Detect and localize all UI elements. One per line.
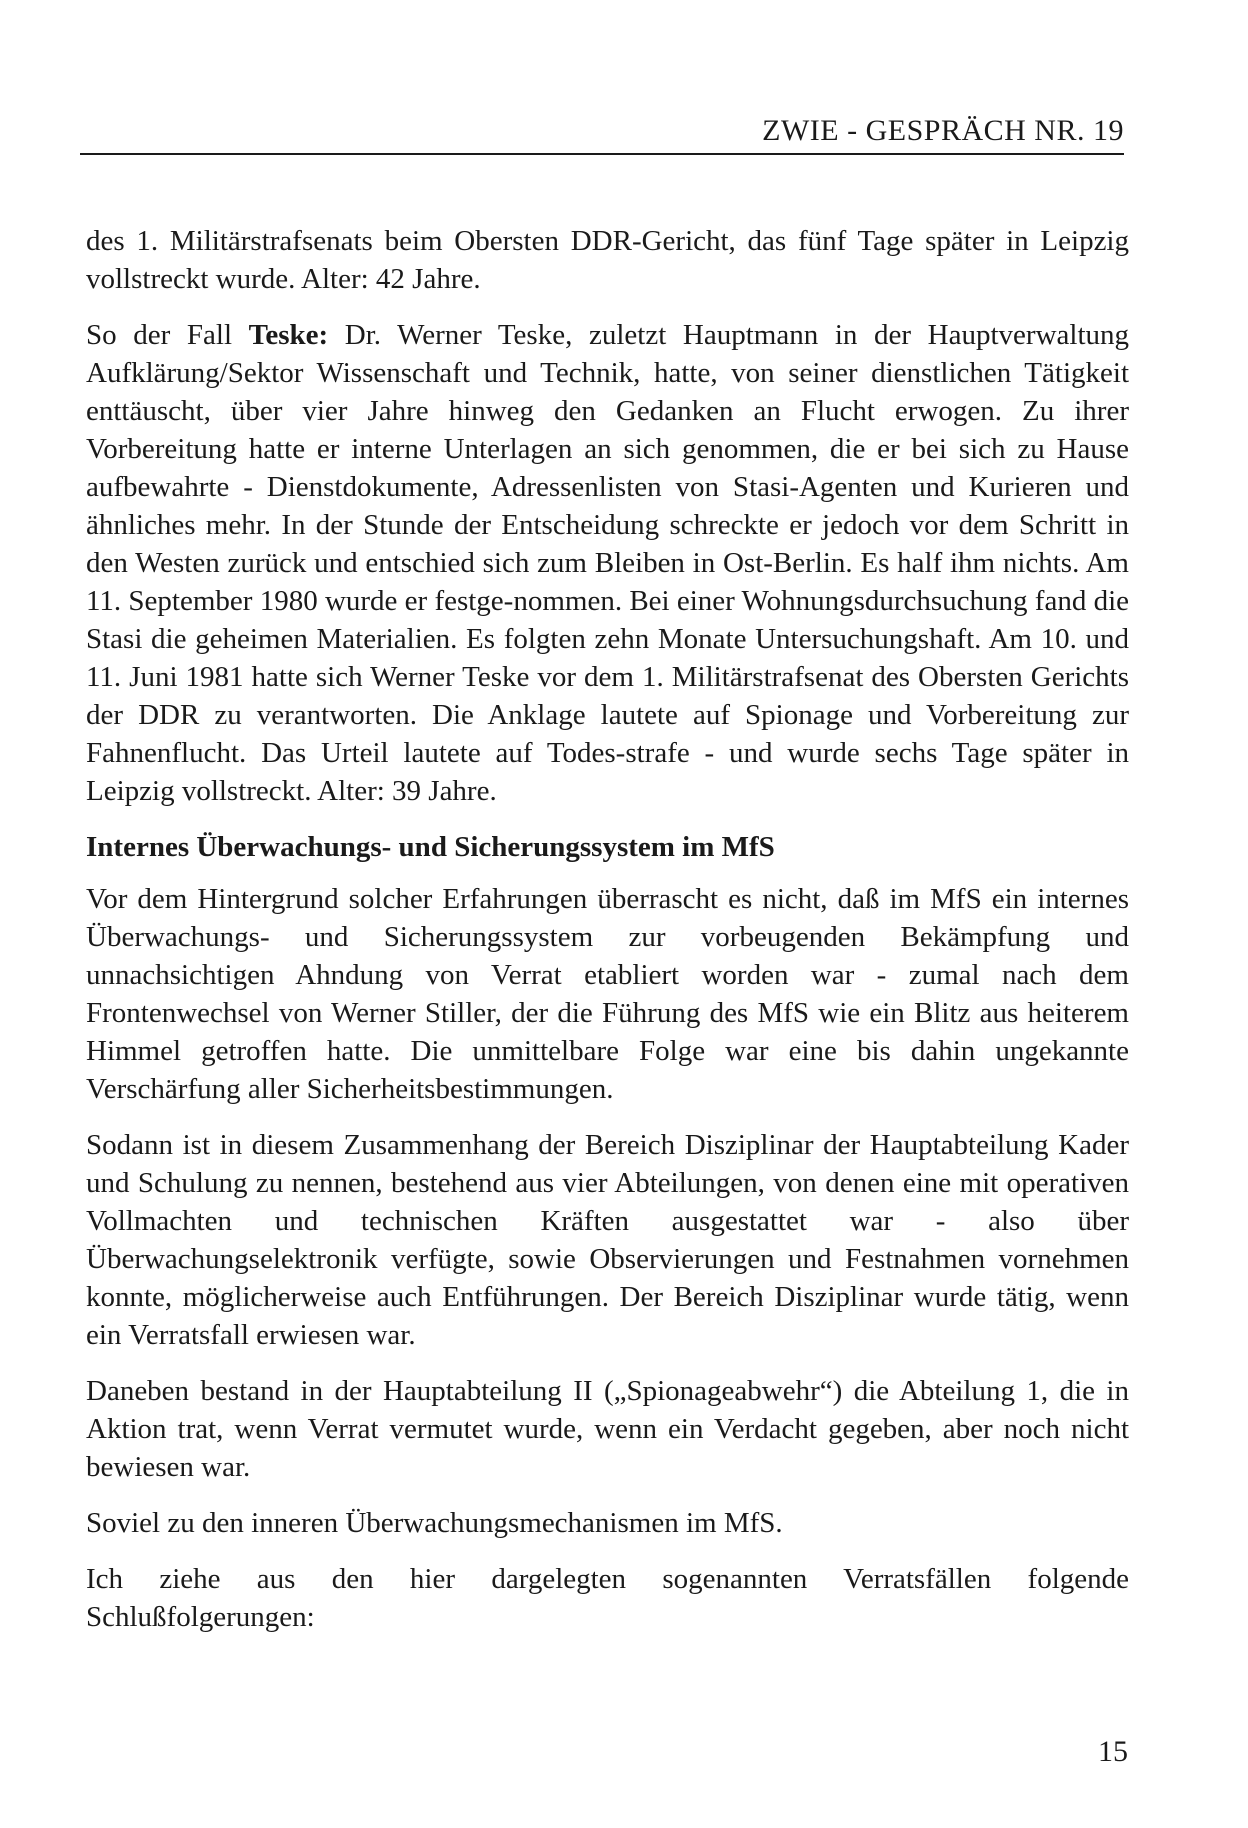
paragraph-background: Vor dem Hintergrund solcher Erfahrungen überrascht es nicht, daß im MfS ein internes Überwachungs- und Sicherungssystem zur vorbeugenden Bekämpfung und unnachsichtigen Ahndung von Verrat etabliert worden war - zumal nach dem Frontenwechsel von Werner Stiller, der die Führung des MfS wie ein Blitz aus heiterem Himmel getroffen hatte. Die unmittelbare Folge war eine bis dahin ungekannte Verschärfung aller Sicherheitsbestimmungen. xyxy=(86,883,1129,1105)
running-header: ZWIE - GESPRÄCH NR. 19 xyxy=(762,114,1124,147)
paragraph-continuation: des 1. Militärstrafsenats beim Obersten DDR-Gericht, das fünf Tage später in Leipzig vollstreckt wurde. Alter: 42 Jahre. xyxy=(86,225,1129,295)
paragraph-teske-rest: Dr. Werner Teske, zuletzt Hauptmann in der Hauptverwaltung Aufklärung/Sektor Wissenschaft und Technik, hatte, von seiner dienstlichen Tätigkeit enttäuscht, über vier Jahre hinweg den Gedanken an Flucht erwogen. Zu ihrer Vorbereitung hatte er interne Unterlagen an sich genommen, die er bei sich zu Hause aufbewahrte - Dienstdokumente, Adressenlisten von Stasi-Agenten und Kurieren und ähnliches mehr. In der Stunde der Entscheidung schreckte er jedoch vor dem Schritt in den Westen zurück und entschied sich zum Bleiben in Ost-Berlin. Es half ihm nichts. Am 11. September 1980 wurde er festge-nommen. Bei einer Wohnungsdurchsuchung fand die Stasi die geheimen Materialien. Es folgten zehn Monate Untersuchungshaft. Am 10. und 11. Juni 1981 hatte sich Werner Teske vor dem 1. Militärstrafsenat des Obersten Gerichts der DDR zu verantworten. Die Anklage lautete auf Spionage und Vorbereitung zur Fahnenflucht. Das Urteil lautete auf Todes-strafe - und wurde sechs Tage später in Leipzig vollstreckt. Alter: 39 Jahre. xyxy=(86,319,1130,807)
paragraph-teske xyxy=(86,316,1129,810)
paragraph-disziplinar: Sodann ist in diesem Zusammenhang der Bereich Disziplinar der Hauptabteilung Kader und Schulung zu nennen, bestehend aus vier Abteilungen, von denen eine mit operativen Vollmachten und technischen Kräften ausgestattet war - also über Überwachungselektronik verfügte, sowie Observierungen und Festnahmen vornehmen konnte, möglicherweise auch Entführungen. Der Bereich Disziplinar wurde tätig, wenn ein Verratsfall erwiesen war. xyxy=(86,1129,1129,1351)
header-rule xyxy=(80,153,1124,155)
section-heading: Internes Überwachungs- und Sicherungssystem im MfS xyxy=(86,831,775,863)
paragraph-conclusions: Ich ziehe aus den hier dargelegten sogenannten Verratsfällen folgende Schlußfolgerungen: xyxy=(86,1563,1129,1633)
name-teske-bold: Teske: xyxy=(248,319,329,351)
body-text xyxy=(86,222,1129,1654)
paragraph-hauptabteilung-ii: Daneben bestand in der Hauptabteilung II („Spionageabwehr“) die Abteilung 1, die in Aktion trat, wenn Verrat vermutet wurde, wenn ein Verdacht gegeben, aber noch nicht bewiesen war. xyxy=(86,1375,1129,1483)
paragraph-teske-lead: So der Fall xyxy=(86,319,249,351)
page-number: 15 xyxy=(1098,1735,1128,1768)
paragraph-summary: Soviel zu den inneren Überwachungsmechanismen im MfS. xyxy=(86,1507,783,1539)
